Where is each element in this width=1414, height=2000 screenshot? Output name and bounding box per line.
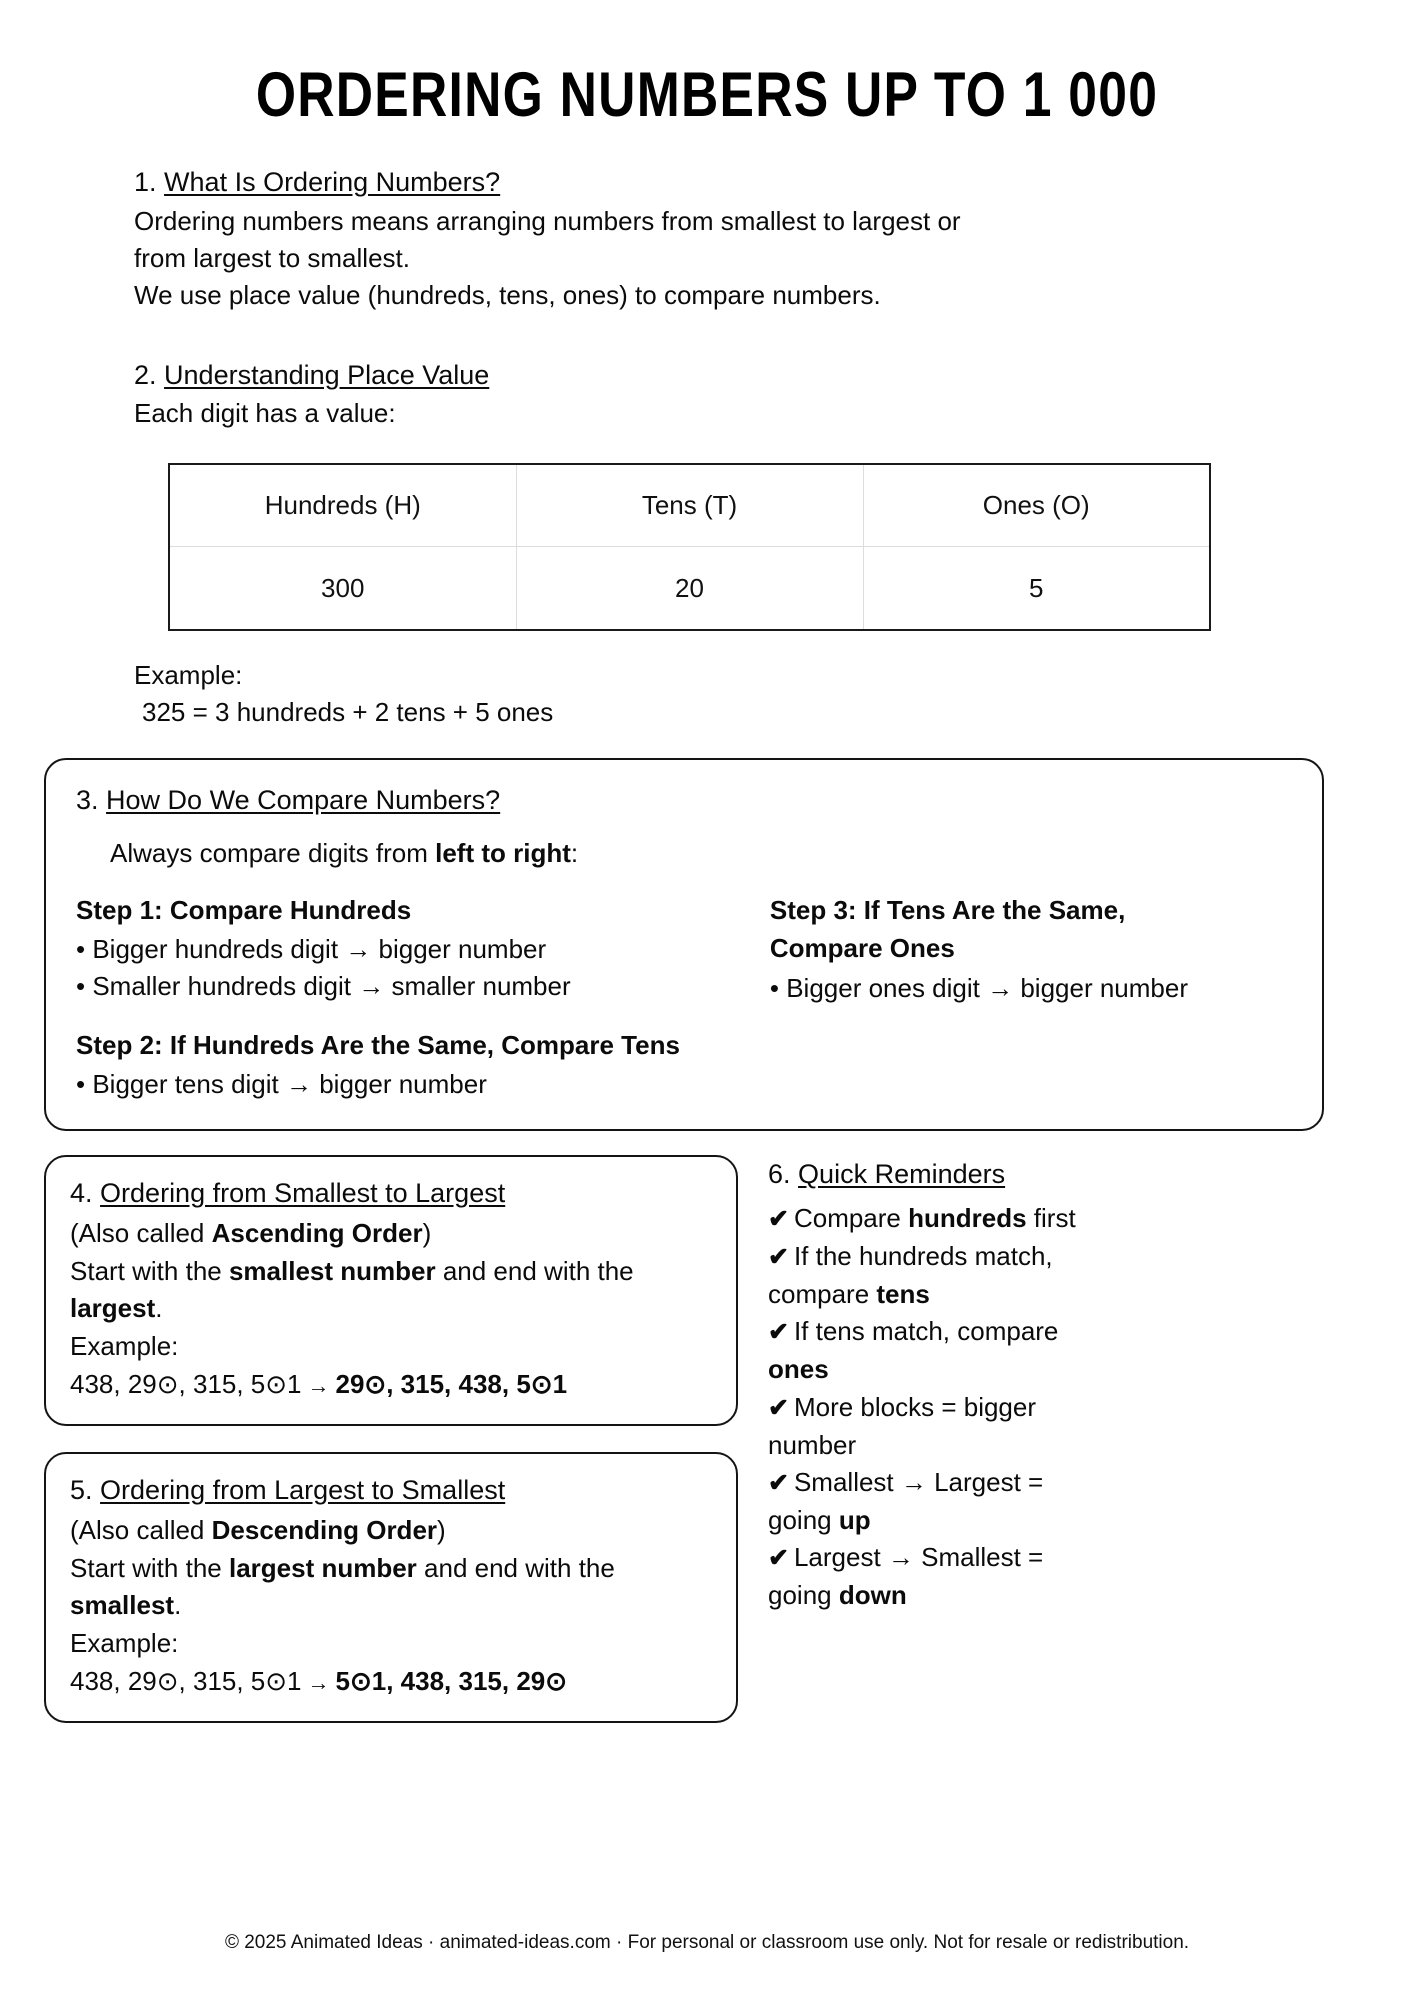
intro-sections <box>0 164 1414 433</box>
check-icon: ✔ <box>768 1318 789 1347</box>
section-6-number: 6. <box>768 1158 791 1189</box>
section-5-rule-b1: largest number <box>228 1552 417 1583</box>
section-3-lead-bold: left to right <box>435 837 571 868</box>
step-2-bullet-1: • Bigger tens digit → bigger number <box>76 1069 487 1100</box>
section-4-rule-p2: and end with the <box>435 1255 634 1286</box>
check-icon: ✔ <box>768 1544 789 1573</box>
section-2-number: 2. <box>134 359 157 390</box>
section-4-number: 4. <box>70 1177 93 1208</box>
section-4-rule-b1: smallest number <box>228 1255 436 1286</box>
section-3-column-right <box>770 893 1292 1103</box>
section-2 <box>134 357 1304 433</box>
section-4-heading <box>70 1175 712 1211</box>
section-3-column-left <box>76 893 770 1103</box>
section-1 <box>134 164 1304 315</box>
section-5-alias-suffix: ) <box>437 1515 446 1546</box>
section-6-quick-reminders <box>768 1155 1372 1615</box>
reminder-item <box>768 1427 1372 1463</box>
reminder-item <box>768 1464 1372 1501</box>
reminder-text: going <box>768 1580 839 1611</box>
section-4-alias-bold: Ascending Order <box>211 1218 423 1249</box>
section-5-alias-bold: Descending Order <box>211 1515 438 1546</box>
table-header-tens: Tens (T) <box>516 464 863 547</box>
section-4-example <box>70 1365 712 1404</box>
section-6-heading <box>768 1159 1372 1190</box>
reminder-text: going <box>768 1504 839 1535</box>
section-4-example-label: Example: <box>70 1330 179 1361</box>
step-1-title: Step 1: Compare Hundreds <box>76 894 412 925</box>
section-2-heading <box>134 357 1304 393</box>
reminder-item <box>768 1238 1372 1275</box>
section-2-title: Understanding Place Value <box>164 359 490 390</box>
section-3-lead <box>110 835 1292 871</box>
section-2-example-text: 325 = 3 hundreds + 2 tens + 5 ones <box>142 697 554 728</box>
section-3-number: 3. <box>76 785 99 816</box>
section-5-rule-p3: . <box>174 1590 182 1621</box>
reminder-emphasis: down <box>838 1580 907 1611</box>
reminder-item <box>768 1577 1372 1613</box>
reminder-emphasis: up <box>838 1504 871 1535</box>
section-3-box <box>44 758 1324 1131</box>
section-1-number: 1. <box>134 167 157 198</box>
reminder-emphasis: hundreds <box>908 1202 1027 1233</box>
section-2-example <box>134 657 1414 732</box>
place-value-table-wrapper <box>168 463 1211 631</box>
reminder-item <box>768 1502 1372 1538</box>
lower-region <box>0 1155 1414 1723</box>
section-5-rule <box>70 1550 712 1625</box>
section-5-example-input: 438, 29⊙, 315, 5⊙1 <box>70 1666 302 1697</box>
section-4-box <box>44 1155 738 1426</box>
section-1-line-3: We use place value (hundreds, tens, ones) to compare numbers. <box>134 280 881 311</box>
page-title: ORDERING NUMBERS UP TO 1 000 <box>255 60 1159 130</box>
table-value-ones: 5 <box>1029 572 1044 603</box>
section-2-example-label: Example: <box>134 659 243 690</box>
step-3-title-line-1: Step 3: If Tens Are the Same, <box>769 894 1126 925</box>
reminder-text: If the hundreds match, <box>793 1240 1053 1271</box>
table-value-tens: 20 <box>516 547 863 630</box>
check-icon: ✔ <box>768 1468 789 1497</box>
reminder-item <box>768 1351 1372 1387</box>
section-1-title: What Is Ordering Numbers? <box>164 167 501 198</box>
section-5-alias <box>70 1512 712 1549</box>
page-footer: © 2025 Animated Ideas · animated-ideas.com · For personal or classroom use only. Not for resale or redistribution. <box>224 1932 1190 1953</box>
reminder-text: compare <box>768 1278 877 1309</box>
section-4-rule-b2: largest <box>70 1293 156 1324</box>
reminder-item <box>768 1539 1372 1576</box>
section-4-alias-prefix: (Also called <box>70 1218 212 1249</box>
section-5-heading <box>70 1472 712 1508</box>
table-header-ones: Ones (O) <box>863 464 1210 547</box>
section-5-title: Ordering from Largest to Smallest <box>100 1474 506 1505</box>
section-4-rule <box>70 1253 712 1328</box>
section-4-example-input: 438, 29⊙, 315, 5⊙1 <box>70 1368 302 1399</box>
section-5-example <box>70 1662 712 1701</box>
step-1-bullet-2: • Smaller hundreds digit → smaller number <box>76 970 571 1001</box>
arrow-icon: → <box>307 1372 330 1398</box>
table-value-hundreds: 300 <box>169 547 516 630</box>
step-1-bullet-1: • Bigger hundreds digit → bigger number <box>76 934 547 965</box>
check-icon: ✔ <box>768 1393 789 1422</box>
section-1-heading <box>134 164 1304 200</box>
section-3-title: How Do We Compare Numbers? <box>106 785 501 816</box>
section-5-alias-prefix: (Also called <box>70 1515 212 1546</box>
reminder-item <box>768 1313 1372 1350</box>
reminder-text: If tens match, compare <box>793 1316 1059 1347</box>
section-4-alias-suffix: ) <box>422 1218 432 1249</box>
reminder-text-tail: first <box>1026 1202 1076 1233</box>
table-header-hundreds: Hundreds (H) <box>169 464 516 547</box>
section-5-example-label: Example: <box>70 1627 179 1658</box>
section-5-rule-p2: and end with the <box>416 1552 615 1583</box>
arrow-icon: → <box>307 1670 330 1696</box>
section-4-example-output: 29⊙, 315, 438, 5⊙1 <box>335 1368 568 1399</box>
section-5-box <box>44 1452 738 1723</box>
reminder-list <box>768 1200 1372 1614</box>
step-2-title: Step 2: If Hundreds Are the Same, Compare Tens <box>76 1030 680 1061</box>
section-4-title: Ordering from Smallest to Largest <box>100 1177 506 1208</box>
section-3-lead-prefix: Always compare digits from <box>110 837 436 868</box>
reminder-item <box>768 1389 1372 1426</box>
reminder-text: Compare <box>793 1202 909 1233</box>
check-icon: ✔ <box>768 1204 789 1233</box>
section-6-title: Quick Reminders <box>798 1158 1006 1189</box>
section-3-lead-suffix: : <box>570 837 579 868</box>
section-5-example-output: 5⊙1, 438, 315, 29⊙ <box>335 1666 568 1697</box>
step-3-title-line-2: Compare Ones <box>769 933 955 964</box>
section-4-rule-p1: Start with the <box>70 1255 229 1286</box>
reminder-emphasis: ones <box>768 1354 829 1385</box>
section-3-columns <box>76 893 1292 1103</box>
step-3-bullet-1: • Bigger ones digit → bigger number <box>769 972 1188 1003</box>
reminder-text: Smallest → Largest = <box>793 1466 1044 1497</box>
reminder-item <box>768 1200 1372 1237</box>
reminder-text: number <box>768 1429 857 1460</box>
section-5-rule-b2: smallest <box>70 1590 175 1621</box>
section-4-rule-p3: . <box>155 1293 163 1324</box>
table-row-values <box>169 547 1210 630</box>
reminder-item <box>768 1276 1372 1312</box>
section-1-line-2: from largest to smallest. <box>134 243 410 274</box>
section-3-heading <box>76 782 1292 818</box>
lower-left-column <box>44 1155 738 1723</box>
reminder-text: Largest → Smallest = <box>793 1542 1044 1573</box>
section-5-number: 5. <box>70 1474 93 1505</box>
place-value-table <box>168 463 1211 631</box>
section-1-line-1: Ordering numbers means arranging numbers from smallest to largest or <box>134 205 961 236</box>
section-2-subtitle: Each digit has a value: <box>134 398 396 429</box>
section-4-alias <box>70 1215 712 1252</box>
reminder-text: More blocks = bigger <box>793 1391 1037 1422</box>
reminder-emphasis: tens <box>876 1278 930 1309</box>
table-row-headers <box>169 464 1210 547</box>
section-5-rule-p1: Start with the <box>70 1552 229 1583</box>
check-icon: ✔ <box>768 1242 789 1271</box>
